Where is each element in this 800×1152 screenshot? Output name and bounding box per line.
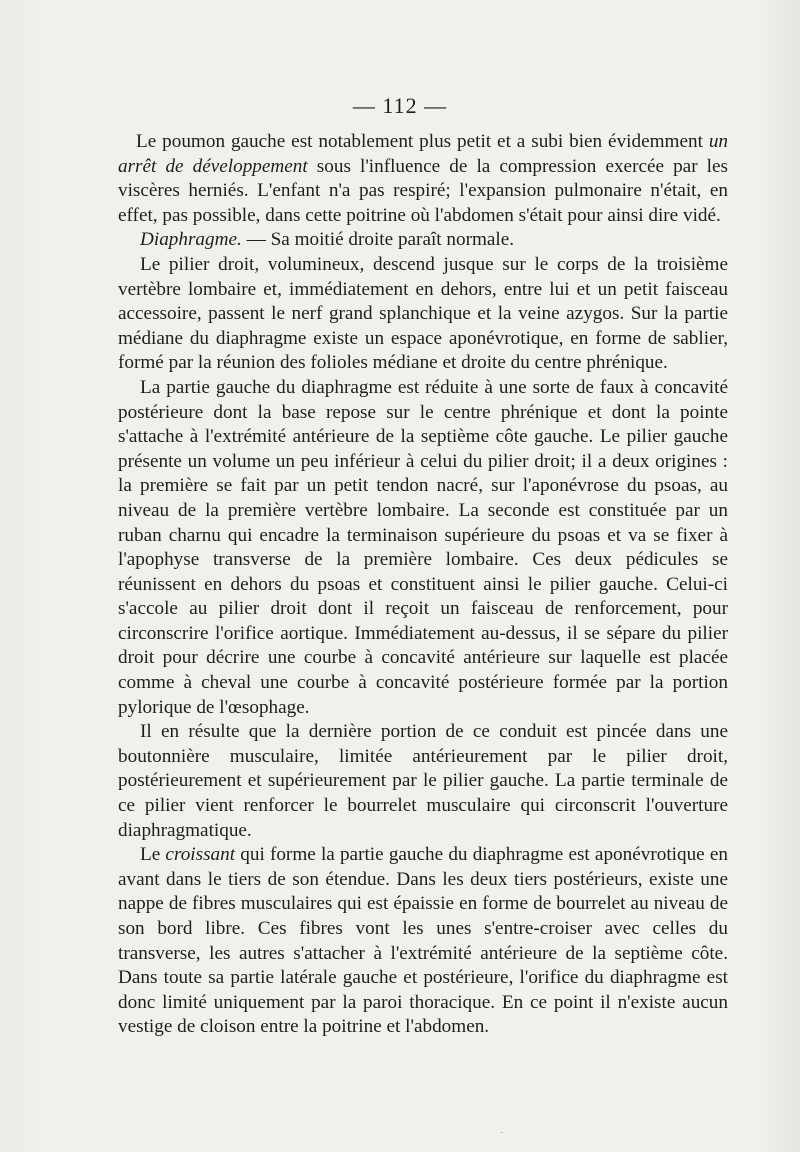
text-run: qui forme la partie gauche du diaphragme est aponévrotique en avant dans le tiers de son étendue. Dans les deux tiers postérieurs, existe une nappe de fibres musculaires qui est épaissie en forme de bourrelet au niveau de son bord libre. Ces fibres vont les unes s'entre-croiser avec celles du transverse, les autres s'attacher à l'extrémité antérieure de la septième côte. Dans toute sa partie latérale gauche et postérieure, l'orifice du diaphragme est donc limité uniquement par la paroi thoracique. En ce point il n'existe aucun vestige de cloison entre la poitrine et l'abdomen. [118,844,728,1038]
italic-word: croissant [165,844,236,866]
italic-phrase: un arrêt de développement [118,131,728,177]
footer-mark: - [500,1127,504,1138]
body-text [118,130,728,1040]
page-number: — 112 — [352,93,448,118]
paragraph-resulte [118,720,728,843]
text-run: Le [140,844,166,866]
paragraph-partie-gauche [118,376,728,720]
text-run: sous l'influence de la compression exercée par les viscères herniés. L'enfant n'a pas respiré; l'expansion pulmonaire n'était, en effet, pas possible, dans cette poitrine où l'abdomen s'était pour ainsi dire vidé. [118,155,728,226]
paragraph-croissant [118,843,728,1040]
paragraph-poumon [118,130,728,228]
text-run: La partie gauche du diaphragme est réduite à une sorte de faux à concavité postérieure dont la base repose sur le centre phrénique et dont la pointe s'attache à l'extrémité antérieure de la septième côte gauche. Le pilier gauche présente un volume un peu inférieur à celui du pilier droit; il a deux origines : la première se fait par un petit tendon nacré, sur l'aponévrose du psoas, au niveau de la première vertèbre lombaire. La seconde est constituée par un ruban charnu qui encadre la terminaison supérieure du psoas et va se fixer à l'apophyse transverse de la première lombaire. Ces deux pédicules se réunissent en dehors du psoas et constituent ainsi le pilier gauche. Celui-ci s'accole au pilier droit dont il reçoit un faisceau de renforcement, pour circonscrire l'orifice aortique. Immédiatement au-dessus, il se sépare du pilier droit pour décrire une courbe à concavité antérieure sur laquelle est placée comme à cheval une courbe à concavité postérieure formée par la portion pylorique de l'œsophage. [118,376,728,718]
text-run: — Sa moitié droite paraît normale. [241,229,515,251]
text-run: Le poumon gauche est notablement plus petit et a subi bien évidemment [136,131,709,152]
text-run: Le pilier droit, volumineux, descend jusque sur le corps de la troisième vertèbre lombaire et, immédiatement en dehors, entre lui et un petit faisceau accessoire, passent le nerf grand splanchique et la veine azygos. Sur la partie médiane du diaphragme existe un espace aponévrotique, en forme de sablier, formé par la réunion des folioles médiane et droite du centre phrénique. [118,253,728,374]
paragraph-diaphragme-title [118,228,728,253]
text-run: Il en résulte que la dernière portion de ce conduit est pincée dans une boutonnière musculaire, limitée antérieurement par le pilier droit, postérieurement et supérieurement par le pilier gauche. La partie terminale de ce pilier vient renforcer le bourrelet musculaire qui circonscrit l'ouverture diaphragmatique. [118,721,728,841]
section-title: Diaphragme. [140,229,242,251]
paragraph-pilier-droit [118,253,728,376]
